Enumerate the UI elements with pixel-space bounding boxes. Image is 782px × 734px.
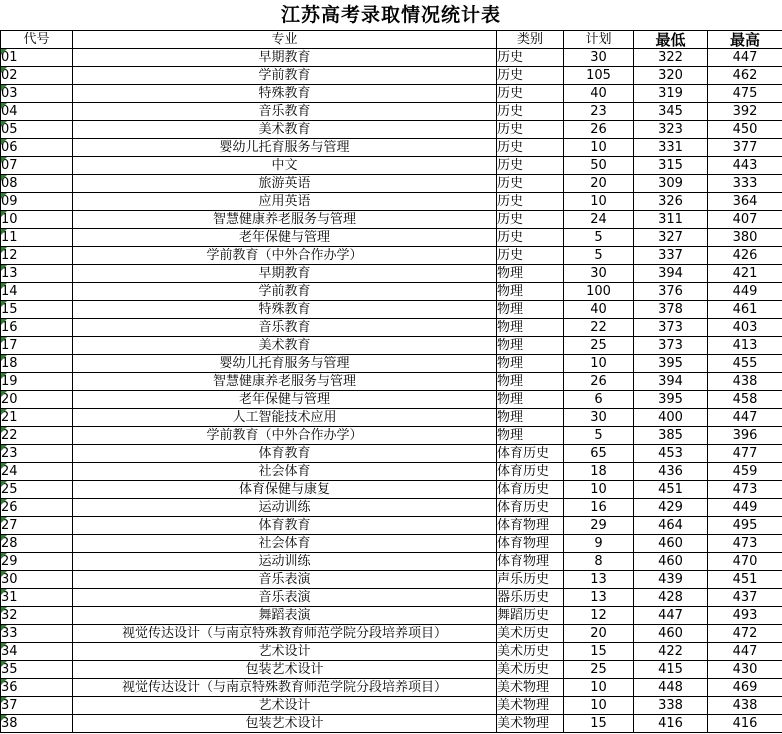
cell-plan[interactable]: 65 <box>564 445 634 463</box>
cell-max[interactable]: 458 <box>708 391 782 409</box>
cell-code[interactable]: 09 <box>1 193 73 211</box>
table-row <box>1 301 782 319</box>
cell-plan[interactable]: 10 <box>564 139 634 157</box>
cell-plan[interactable]: 20 <box>564 625 634 643</box>
cell-major[interactable]: 学前教育 <box>73 283 497 301</box>
cell-code[interactable]: 36 <box>1 679 73 697</box>
cell-major[interactable]: 音乐教育 <box>73 319 497 337</box>
cell-min[interactable]: 436 <box>634 463 708 481</box>
cell-plan[interactable]: 9 <box>564 535 634 553</box>
cell-major[interactable]: 特殊教育 <box>73 85 497 103</box>
cell-code[interactable]: 35 <box>1 661 73 679</box>
cell-plan[interactable]: 18 <box>564 463 634 481</box>
cell-code[interactable]: 22 <box>1 427 73 445</box>
cell-plan[interactable]: 5 <box>564 229 634 247</box>
cell-major[interactable]: 包装艺术设计 <box>73 661 497 679</box>
cell-plan[interactable]: 6 <box>564 391 634 409</box>
cell-major[interactable]: 人工智能技术应用 <box>73 409 497 427</box>
cell-category[interactable]: 体育历史 <box>497 463 564 481</box>
table-row <box>1 589 782 607</box>
table-row <box>1 193 782 211</box>
cell-min[interactable]: 315 <box>634 157 708 175</box>
cell-plan[interactable]: 25 <box>564 661 634 679</box>
cell-plan[interactable]: 5 <box>564 247 634 265</box>
cell-category[interactable]: 体育历史 <box>497 481 564 499</box>
cell-plan[interactable]: 26 <box>564 121 634 139</box>
cell-max[interactable]: 443 <box>708 157 782 175</box>
cell-max[interactable]: 447 <box>708 643 782 661</box>
cell-major[interactable]: 运动训练 <box>73 499 497 517</box>
cell-max[interactable]: 470 <box>708 553 782 571</box>
cell-code[interactable]: 14 <box>1 283 73 301</box>
cell-major[interactable]: 婴幼儿托育服务与管理 <box>73 139 497 157</box>
cell-major[interactable]: 音乐表演 <box>73 571 497 589</box>
cell-major[interactable]: 体育保健与康复 <box>73 481 497 499</box>
table-row <box>1 661 782 679</box>
cell-plan[interactable]: 10 <box>564 679 634 697</box>
cell-plan[interactable]: 50 <box>564 157 634 175</box>
cell-max[interactable]: 416 <box>708 715 782 733</box>
cell-code[interactable]: 02 <box>1 67 73 85</box>
cell-major[interactable]: 音乐教育 <box>73 103 497 121</box>
cell-plan[interactable]: 13 <box>564 571 634 589</box>
cell-major[interactable]: 中文 <box>73 157 497 175</box>
cell-category[interactable]: 历史 <box>497 175 564 193</box>
cell-max[interactable]: 396 <box>708 427 782 445</box>
cell-min[interactable]: 311 <box>634 211 708 229</box>
admission-table <box>0 30 782 733</box>
cell-category[interactable]: 历史 <box>497 157 564 175</box>
cell-max[interactable]: 495 <box>708 517 782 535</box>
cell-code[interactable]: 26 <box>1 499 73 517</box>
cell-plan[interactable]: 15 <box>564 643 634 661</box>
cell-min[interactable]: 460 <box>634 553 708 571</box>
cell-category[interactable]: 美术历史 <box>497 643 564 661</box>
cell-major[interactable]: 老年保健与管理 <box>73 229 497 247</box>
cell-min[interactable]: 378 <box>634 301 708 319</box>
cell-code[interactable]: 33 <box>1 625 73 643</box>
cell-min[interactable]: 460 <box>634 535 708 553</box>
table-row <box>1 643 782 661</box>
header-min[interactable]: 最低 <box>634 31 708 49</box>
table-row <box>1 679 782 697</box>
table-row <box>1 697 782 715</box>
cell-max[interactable]: 377 <box>708 139 782 157</box>
cell-min[interactable]: 331 <box>634 139 708 157</box>
cell-category[interactable]: 器乐历史 <box>497 589 564 607</box>
table-row <box>1 517 782 535</box>
table-row <box>1 283 782 301</box>
cell-code[interactable]: 19 <box>1 373 73 391</box>
table-row <box>1 265 782 283</box>
cell-max[interactable]: 426 <box>708 247 782 265</box>
header-max[interactable]: 最高 <box>708 31 782 49</box>
cell-min[interactable]: 322 <box>634 49 708 67</box>
cell-min[interactable]: 460 <box>634 625 708 643</box>
cell-plan[interactable]: 16 <box>564 499 634 517</box>
cell-major[interactable]: 艺术设计 <box>73 697 497 715</box>
cell-major[interactable]: 早期教育 <box>73 49 497 67</box>
cell-major[interactable]: 早期教育 <box>73 265 497 283</box>
cell-code[interactable]: 12 <box>1 247 73 265</box>
cell-plan[interactable]: 30 <box>564 409 634 427</box>
table-row <box>1 481 782 499</box>
cell-max[interactable]: 455 <box>708 355 782 373</box>
cell-max[interactable]: 403 <box>708 319 782 337</box>
cell-category[interactable]: 历史 <box>497 193 564 211</box>
cell-code[interactable]: 01 <box>1 49 73 67</box>
cell-max[interactable]: 475 <box>708 85 782 103</box>
cell-max[interactable]: 413 <box>708 337 782 355</box>
cell-code[interactable]: 24 <box>1 463 73 481</box>
cell-min[interactable]: 373 <box>634 319 708 337</box>
cell-code[interactable]: 32 <box>1 607 73 625</box>
cell-max[interactable]: 493 <box>708 607 782 625</box>
cell-min[interactable]: 373 <box>634 337 708 355</box>
cell-max[interactable]: 449 <box>708 283 782 301</box>
table-row <box>1 607 782 625</box>
header-code[interactable]: 代号 <box>1 31 73 49</box>
header-category[interactable]: 类别 <box>497 31 564 49</box>
cell-min[interactable]: 447 <box>634 607 708 625</box>
cell-category[interactable]: 体育历史 <box>497 445 564 463</box>
cell-category[interactable]: 体育物理 <box>497 535 564 553</box>
cell-major[interactable]: 包装艺术设计 <box>73 715 497 733</box>
cell-major[interactable]: 视觉传达设计（与南京特殊教育师范学院分段培养项目） <box>73 625 497 643</box>
cell-max[interactable]: 472 <box>708 625 782 643</box>
cell-category[interactable]: 物理 <box>497 319 564 337</box>
cell-category[interactable]: 历史 <box>497 49 564 67</box>
cell-max[interactable]: 449 <box>708 499 782 517</box>
cell-code[interactable]: 29 <box>1 553 73 571</box>
cell-plan[interactable]: 10 <box>564 355 634 373</box>
cell-code[interactable]: 23 <box>1 445 73 463</box>
cell-major[interactable]: 舞蹈表演 <box>73 607 497 625</box>
cell-min[interactable]: 448 <box>634 679 708 697</box>
cell-plan[interactable]: 23 <box>564 103 634 121</box>
cell-category[interactable]: 历史 <box>497 247 564 265</box>
cell-major[interactable]: 婴幼儿托育服务与管理 <box>73 355 497 373</box>
cell-major[interactable]: 体育教育 <box>73 445 497 463</box>
cell-category[interactable]: 历史 <box>497 85 564 103</box>
cell-code[interactable]: 15 <box>1 301 73 319</box>
cell-plan[interactable]: 26 <box>564 373 634 391</box>
table-row <box>1 67 782 85</box>
cell-plan[interactable]: 29 <box>564 517 634 535</box>
cell-category[interactable]: 物理 <box>497 301 564 319</box>
cell-category[interactable]: 物理 <box>497 391 564 409</box>
cell-code[interactable]: 06 <box>1 139 73 157</box>
cell-category[interactable]: 历史 <box>497 211 564 229</box>
cell-major[interactable]: 美术教育 <box>73 121 497 139</box>
cell-min[interactable]: 439 <box>634 571 708 589</box>
header-row <box>1 31 782 49</box>
table-row <box>1 625 782 643</box>
cell-plan[interactable]: 24 <box>564 211 634 229</box>
cell-min[interactable]: 451 <box>634 481 708 499</box>
cell-category[interactable]: 历史 <box>497 67 564 85</box>
cell-min[interactable]: 428 <box>634 589 708 607</box>
cell-max[interactable]: 333 <box>708 175 782 193</box>
cell-major[interactable]: 智慧健康养老服务与管理 <box>73 373 497 391</box>
cell-min[interactable]: 395 <box>634 391 708 409</box>
cell-min[interactable]: 395 <box>634 355 708 373</box>
cell-category[interactable]: 物理 <box>497 427 564 445</box>
table-row <box>1 409 782 427</box>
table-row <box>1 571 782 589</box>
cell-max[interactable]: 364 <box>708 193 782 211</box>
cell-major[interactable]: 学前教育（中外合作办学） <box>73 247 497 265</box>
cell-min[interactable]: 453 <box>634 445 708 463</box>
cell-code[interactable]: 13 <box>1 265 73 283</box>
cell-code[interactable]: 25 <box>1 481 73 499</box>
cell-plan[interactable]: 12 <box>564 607 634 625</box>
cell-plan[interactable]: 100 <box>564 283 634 301</box>
table-row <box>1 211 782 229</box>
cell-major[interactable]: 智慧健康养老服务与管理 <box>73 211 497 229</box>
cell-code[interactable]: 10 <box>1 211 73 229</box>
table-row <box>1 103 782 121</box>
sheet-title: 江苏高考录取情况统计表 <box>280 4 501 26</box>
cell-code[interactable]: 20 <box>1 391 73 409</box>
table-row <box>1 337 782 355</box>
cell-major[interactable]: 体育教育 <box>73 517 497 535</box>
cell-code[interactable]: 21 <box>1 409 73 427</box>
cell-code[interactable]: 08 <box>1 175 73 193</box>
cell-plan[interactable]: 10 <box>564 481 634 499</box>
header-major[interactable]: 专业 <box>73 31 497 49</box>
cell-max[interactable]: 473 <box>708 535 782 553</box>
cell-max[interactable]: 451 <box>708 571 782 589</box>
cell-major[interactable]: 老年保健与管理 <box>73 391 497 409</box>
cell-max[interactable]: 469 <box>708 679 782 697</box>
cell-category[interactable]: 历史 <box>497 229 564 247</box>
cell-plan[interactable]: 105 <box>564 67 634 85</box>
cell-min[interactable]: 376 <box>634 283 708 301</box>
cell-major[interactable]: 社会体育 <box>73 535 497 553</box>
cell-min[interactable]: 337 <box>634 247 708 265</box>
cell-category[interactable]: 物理 <box>497 337 564 355</box>
table-row <box>1 463 782 481</box>
table-row <box>1 229 782 247</box>
cell-plan[interactable]: 20 <box>564 175 634 193</box>
cell-max[interactable]: 473 <box>708 481 782 499</box>
cell-code[interactable]: 37 <box>1 697 73 715</box>
cell-min[interactable]: 394 <box>634 373 708 391</box>
cell-category[interactable]: 体育物理 <box>497 553 564 571</box>
cell-code[interactable]: 03 <box>1 85 73 103</box>
cell-code[interactable]: 27 <box>1 517 73 535</box>
cell-min[interactable]: 327 <box>634 229 708 247</box>
cell-major[interactable]: 艺术设计 <box>73 643 497 661</box>
table-row <box>1 355 782 373</box>
cell-max[interactable]: 447 <box>708 409 782 427</box>
cell-plan[interactable]: 13 <box>564 589 634 607</box>
cell-min[interactable]: 422 <box>634 643 708 661</box>
header-plan[interactable]: 计划 <box>564 31 634 49</box>
table-row <box>1 535 782 553</box>
cell-category[interactable]: 声乐历史 <box>497 571 564 589</box>
cell-code[interactable]: 28 <box>1 535 73 553</box>
cell-major[interactable]: 视觉传达设计（与南京特殊教育师范学院分段培养项目） <box>73 679 497 697</box>
cell-min[interactable]: 338 <box>634 697 708 715</box>
table-row <box>1 499 782 517</box>
table-row <box>1 49 782 67</box>
cell-max[interactable]: 461 <box>708 301 782 319</box>
cell-code[interactable]: 04 <box>1 103 73 121</box>
cell-code[interactable]: 11 <box>1 229 73 247</box>
cell-code[interactable]: 31 <box>1 589 73 607</box>
cell-plan[interactable]: 22 <box>564 319 634 337</box>
cell-min[interactable]: 319 <box>634 85 708 103</box>
cell-max[interactable]: 438 <box>708 697 782 715</box>
cell-plan[interactable]: 30 <box>564 265 634 283</box>
cell-category[interactable]: 美术历史 <box>497 661 564 679</box>
cell-code[interactable]: 05 <box>1 121 73 139</box>
cell-min[interactable]: 323 <box>634 121 708 139</box>
cell-max[interactable]: 477 <box>708 445 782 463</box>
table-body <box>1 49 782 733</box>
table-row <box>1 445 782 463</box>
cell-plan[interactable]: 25 <box>564 337 634 355</box>
table-row <box>1 85 782 103</box>
cell-min[interactable]: 416 <box>634 715 708 733</box>
cell-plan[interactable]: 10 <box>564 193 634 211</box>
cell-code[interactable]: 34 <box>1 643 73 661</box>
cell-major[interactable]: 特殊教育 <box>73 301 497 319</box>
cell-min[interactable]: 326 <box>634 193 708 211</box>
cell-min[interactable]: 385 <box>634 427 708 445</box>
cell-major[interactable]: 学前教育 <box>73 67 497 85</box>
cell-min[interactable]: 429 <box>634 499 708 517</box>
table-row <box>1 553 782 571</box>
cell-category[interactable]: 美术物理 <box>497 715 564 733</box>
cell-category[interactable]: 体育物理 <box>497 517 564 535</box>
cell-category[interactable]: 历史 <box>497 103 564 121</box>
cell-max[interactable]: 380 <box>708 229 782 247</box>
table-row <box>1 121 782 139</box>
cell-max[interactable]: 438 <box>708 373 782 391</box>
cell-plan[interactable]: 15 <box>564 715 634 733</box>
table-row <box>1 373 782 391</box>
cell-major[interactable]: 社会体育 <box>73 463 497 481</box>
table-row <box>1 427 782 445</box>
cell-max[interactable]: 450 <box>708 121 782 139</box>
cell-category[interactable]: 美术物理 <box>497 679 564 697</box>
cell-max[interactable]: 421 <box>708 265 782 283</box>
table-row <box>1 715 782 733</box>
table-row <box>1 175 782 193</box>
cell-plan[interactable]: 40 <box>564 301 634 319</box>
cell-min[interactable]: 309 <box>634 175 708 193</box>
table-row <box>1 319 782 337</box>
cell-category[interactable]: 舞蹈历史 <box>497 607 564 625</box>
table-row <box>1 139 782 157</box>
cell-category[interactable]: 物理 <box>497 373 564 391</box>
cell-major[interactable]: 音乐表演 <box>73 589 497 607</box>
cell-category[interactable]: 物理 <box>497 355 564 373</box>
cell-code[interactable]: 17 <box>1 337 73 355</box>
cell-major[interactable]: 美术教育 <box>73 337 497 355</box>
cell-max[interactable]: 447 <box>708 49 782 67</box>
cell-code[interactable]: 38 <box>1 715 73 733</box>
cell-code[interactable]: 30 <box>1 571 73 589</box>
cell-code[interactable]: 18 <box>1 355 73 373</box>
cell-max[interactable]: 437 <box>708 589 782 607</box>
cell-category[interactable]: 历史 <box>497 121 564 139</box>
cell-category[interactable]: 物理 <box>497 283 564 301</box>
table-row <box>1 391 782 409</box>
cell-plan[interactable]: 30 <box>564 49 634 67</box>
cell-category[interactable]: 历史 <box>497 139 564 157</box>
cell-major[interactable]: 运动训练 <box>73 553 497 571</box>
cell-min[interactable]: 400 <box>634 409 708 427</box>
cell-major[interactable]: 学前教育（中外合作办学） <box>73 427 497 445</box>
cell-min[interactable]: 415 <box>634 661 708 679</box>
cell-min[interactable]: 345 <box>634 103 708 121</box>
cell-plan[interactable]: 5 <box>564 427 634 445</box>
cell-code[interactable]: 16 <box>1 319 73 337</box>
cell-plan[interactable]: 8 <box>564 553 634 571</box>
cell-category[interactable]: 体育历史 <box>497 499 564 517</box>
cell-plan[interactable]: 10 <box>564 697 634 715</box>
cell-max[interactable]: 407 <box>708 211 782 229</box>
cell-category[interactable]: 物理 <box>497 265 564 283</box>
cell-max[interactable]: 459 <box>708 463 782 481</box>
cell-min[interactable]: 320 <box>634 67 708 85</box>
table-row <box>1 247 782 265</box>
cell-category[interactable]: 美术历史 <box>497 625 564 643</box>
cell-code[interactable]: 07 <box>1 157 73 175</box>
cell-max[interactable]: 462 <box>708 67 782 85</box>
cell-category[interactable]: 物理 <box>497 409 564 427</box>
cell-plan[interactable]: 40 <box>564 85 634 103</box>
table-row <box>1 157 782 175</box>
cell-category[interactable]: 美术物理 <box>497 697 564 715</box>
cell-max[interactable]: 392 <box>708 103 782 121</box>
cell-min[interactable]: 464 <box>634 517 708 535</box>
cell-major[interactable]: 旅游英语 <box>73 175 497 193</box>
cell-major[interactable]: 应用英语 <box>73 193 497 211</box>
cell-max[interactable]: 430 <box>708 661 782 679</box>
cell-min[interactable]: 394 <box>634 265 708 283</box>
